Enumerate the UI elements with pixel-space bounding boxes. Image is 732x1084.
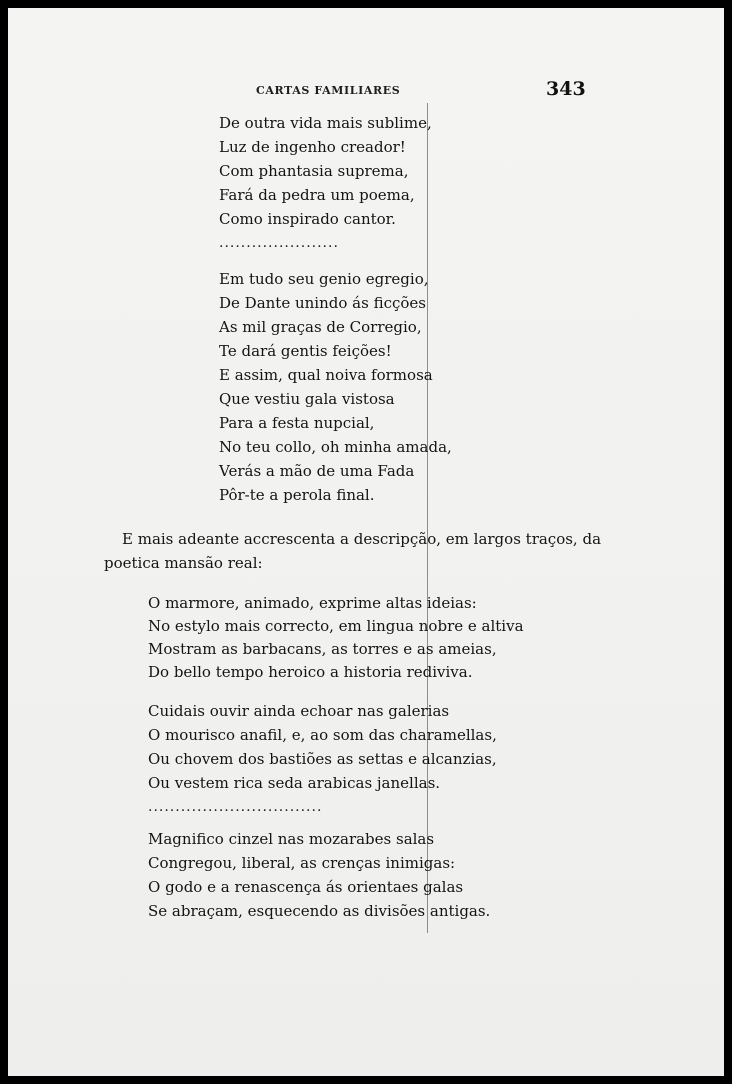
ellipsis-divider: ...................... [219, 235, 339, 251]
page-header [8, 76, 724, 100]
verse-line: Ou vestem rica seda arabicas janellas. [148, 774, 441, 792]
verse-line: As mil graças de Corregio, [219, 318, 422, 336]
book-page [8, 8, 724, 1076]
verse-line: Do bello tempo heroico a historia rediviva. [148, 663, 473, 681]
verse-line: Em tudo seu genio egregio, [219, 270, 429, 288]
verse-line: Com phantasia suprema, [219, 162, 409, 180]
verse-line: No teu collo, oh minha amada, [219, 438, 452, 456]
verse-line: Fará da pedra um poema, [219, 186, 415, 204]
verse-line: O marmore, animado, exprime altas ideias: [148, 594, 477, 612]
page-number: 343 [546, 78, 586, 100]
verse-line: Luz de ingenho creador! [219, 138, 406, 156]
verse-line: Cuidais ouvir ainda echoar nas galerias [148, 702, 450, 720]
verse-line: Pôr-te a perola final. [219, 486, 375, 504]
prose-line: E mais adeante accrescenta a descripção, em largos traços, da [122, 530, 602, 548]
verse-line: De Dante unindo ás ficções [219, 294, 426, 312]
verse-line: Como inspirado cantor. [219, 210, 396, 228]
verse-line: Para a festa nupcial, [219, 414, 375, 432]
verse-line: Ou chovem dos bastiões as settas e alcanzias, [148, 750, 497, 768]
ellipsis-divider: ................................ [148, 799, 323, 815]
verse-line: Se abraçam, esquecendo as divisões antigas. [148, 902, 491, 920]
verse-line: Mostram as barbacans, as torres e as ameias, [148, 640, 497, 658]
verse-line: Verás a mão de uma Fada [219, 462, 415, 480]
verse-line: Que vestiu gala vistosa [219, 390, 395, 408]
prose-line: poetica mansão real: [104, 554, 263, 572]
verse-line: E assim, qual noiva formosa [219, 366, 433, 384]
verse-line: O mourisco anafil, e, ao som das charamellas, [148, 726, 497, 744]
verse-line: Te dará gentis feições! [219, 342, 392, 360]
verse-line: No estylo mais correcto, em lingua nobre e altiva [148, 617, 524, 635]
verse-line: Congregou, liberal, as crenças inimigas: [148, 854, 456, 872]
verse-line: De outra vida mais sublime, [219, 114, 432, 132]
verse-line: Magnifico cinzel nas mozarabes salas [148, 830, 435, 848]
page-crease [427, 103, 428, 933]
running-title: CARTAS FAMILIARES [256, 84, 401, 97]
verse-line: O godo e a renascença ás orientaes galas [148, 878, 464, 896]
